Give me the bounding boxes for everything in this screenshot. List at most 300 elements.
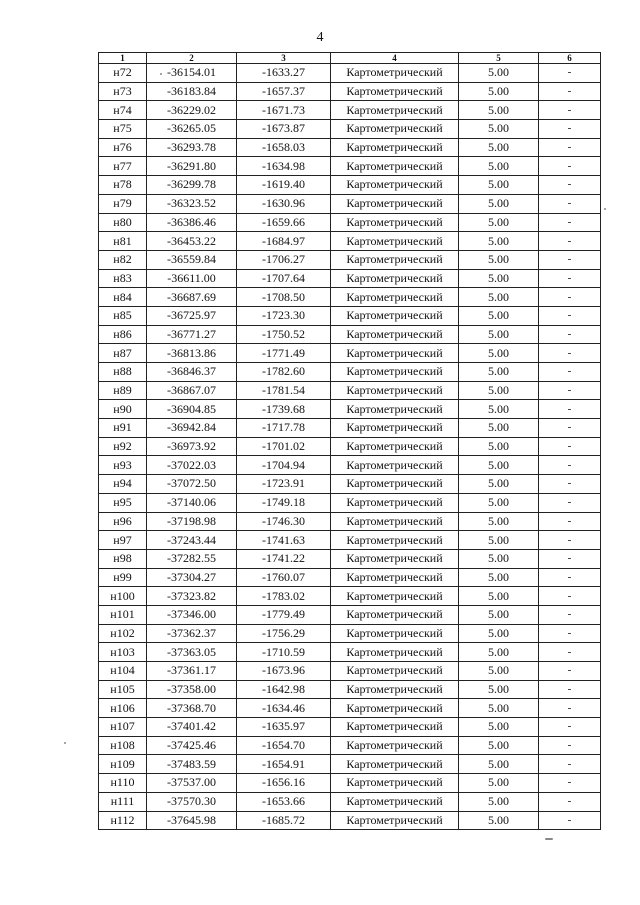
accuracy-cell: 5.00 xyxy=(459,774,539,793)
table-row xyxy=(99,250,601,269)
point-id-cell: н88 xyxy=(99,363,147,382)
x-coordinate-cell: -36846.37 xyxy=(147,363,237,382)
x-coordinate-cell: -36611.00 xyxy=(147,269,237,288)
y-coordinate-cell: -1658.03 xyxy=(237,138,331,157)
accuracy-cell: 5.00 xyxy=(459,549,539,568)
accuracy-cell: 5.00 xyxy=(459,662,539,681)
y-coordinate-cell: -1630.96 xyxy=(237,194,331,213)
y-coordinate-cell: -1783.02 xyxy=(237,587,331,606)
note-cell: - xyxy=(539,138,601,157)
scan-speck xyxy=(160,73,162,75)
note-cell: - xyxy=(539,419,601,438)
y-coordinate-cell: -1684.97 xyxy=(237,232,331,251)
method-cell: Картометрический xyxy=(331,493,459,512)
x-coordinate-cell: -37537.00 xyxy=(147,774,237,793)
table-row xyxy=(99,662,601,681)
accuracy-cell: 5.00 xyxy=(459,306,539,325)
point-id-cell: н87 xyxy=(99,344,147,363)
method-cell: Картометрический xyxy=(331,120,459,139)
x-coordinate-cell: -36725.97 xyxy=(147,306,237,325)
table-row xyxy=(99,512,601,531)
method-cell: Картометрический xyxy=(331,400,459,419)
y-coordinate-cell: -1760.07 xyxy=(237,568,331,587)
y-coordinate-cell: -1782.60 xyxy=(237,363,331,382)
y-coordinate-cell: -1671.73 xyxy=(237,101,331,120)
table-row xyxy=(99,605,601,624)
column-header: 3 xyxy=(237,53,331,64)
scan-speck xyxy=(545,838,553,840)
note-cell: - xyxy=(539,176,601,195)
x-coordinate-cell: -37282.55 xyxy=(147,549,237,568)
table-row xyxy=(99,194,601,213)
method-cell: Картометрический xyxy=(331,250,459,269)
x-coordinate-cell: -37323.82 xyxy=(147,587,237,606)
point-id-cell: н77 xyxy=(99,157,147,176)
y-coordinate-cell: -1619.40 xyxy=(237,176,331,195)
table-row xyxy=(99,101,601,120)
column-header: 1 xyxy=(99,53,147,64)
note-cell: - xyxy=(539,699,601,718)
table-row xyxy=(99,64,601,83)
point-id-cell: н89 xyxy=(99,381,147,400)
scan-speck xyxy=(604,208,606,210)
table-row xyxy=(99,587,601,606)
x-coordinate-cell: -36904.85 xyxy=(147,400,237,419)
note-cell: - xyxy=(539,493,601,512)
accuracy-cell: 5.00 xyxy=(459,811,539,830)
point-id-cell: н90 xyxy=(99,400,147,419)
point-id-cell: н73 xyxy=(99,82,147,101)
x-coordinate-cell: -37022.03 xyxy=(147,456,237,475)
x-coordinate-cell: -37362.37 xyxy=(147,624,237,643)
accuracy-cell: 5.00 xyxy=(459,437,539,456)
point-id-cell: н93 xyxy=(99,456,147,475)
x-coordinate-cell: -36867.07 xyxy=(147,381,237,400)
column-header: 6 xyxy=(539,53,601,64)
note-cell: - xyxy=(539,306,601,325)
table-row xyxy=(99,213,601,232)
point-id-cell: н74 xyxy=(99,101,147,120)
point-id-cell: н98 xyxy=(99,549,147,568)
method-cell: Картометрический xyxy=(331,269,459,288)
x-coordinate-cell: -36293.78 xyxy=(147,138,237,157)
accuracy-cell: 5.00 xyxy=(459,680,539,699)
point-id-cell: н81 xyxy=(99,232,147,251)
note-cell: - xyxy=(539,269,601,288)
note-cell: - xyxy=(539,456,601,475)
table-row xyxy=(99,624,601,643)
accuracy-cell: 5.00 xyxy=(459,493,539,512)
x-coordinate-cell: -36183.84 xyxy=(147,82,237,101)
accuracy-cell: 5.00 xyxy=(459,624,539,643)
x-coordinate-cell: -37425.46 xyxy=(147,736,237,755)
method-cell: Картометрический xyxy=(331,549,459,568)
x-coordinate-cell: -36154.01 xyxy=(147,64,237,83)
accuracy-cell: 5.00 xyxy=(459,120,539,139)
method-cell: Картометрический xyxy=(331,82,459,101)
point-id-cell: н79 xyxy=(99,194,147,213)
y-coordinate-cell: -1749.18 xyxy=(237,493,331,512)
note-cell: - xyxy=(539,475,601,494)
y-coordinate-cell: -1701.02 xyxy=(237,437,331,456)
note-cell: - xyxy=(539,82,601,101)
accuracy-cell: 5.00 xyxy=(459,718,539,737)
table-row xyxy=(99,232,601,251)
y-coordinate-cell: -1659.66 xyxy=(237,213,331,232)
method-cell: Картометрический xyxy=(331,138,459,157)
method-cell: Картометрический xyxy=(331,811,459,830)
table-row xyxy=(99,568,601,587)
table-row xyxy=(99,157,601,176)
y-coordinate-cell: -1781.54 xyxy=(237,381,331,400)
y-coordinate-cell: -1685.72 xyxy=(237,811,331,830)
point-id-cell: н83 xyxy=(99,269,147,288)
point-id-cell: н78 xyxy=(99,176,147,195)
method-cell: Картометрический xyxy=(331,437,459,456)
table-row xyxy=(99,475,601,494)
method-cell: Картометрический xyxy=(331,456,459,475)
accuracy-cell: 5.00 xyxy=(459,325,539,344)
accuracy-cell: 5.00 xyxy=(459,475,539,494)
point-id-cell: н82 xyxy=(99,250,147,269)
point-id-cell: н99 xyxy=(99,568,147,587)
point-id-cell: н106 xyxy=(99,699,147,718)
method-cell: Картометрический xyxy=(331,475,459,494)
x-coordinate-cell: -36559.84 xyxy=(147,250,237,269)
y-coordinate-cell: -1656.16 xyxy=(237,774,331,793)
x-coordinate-cell: -37483.59 xyxy=(147,755,237,774)
note-cell: - xyxy=(539,531,601,550)
accuracy-cell: 5.00 xyxy=(459,400,539,419)
point-id-cell: н84 xyxy=(99,288,147,307)
y-coordinate-cell: -1739.68 xyxy=(237,400,331,419)
y-coordinate-cell: -1741.63 xyxy=(237,531,331,550)
method-cell: Картометрический xyxy=(331,774,459,793)
method-cell: Картометрический xyxy=(331,194,459,213)
table-row xyxy=(99,437,601,456)
method-cell: Картометрический xyxy=(331,718,459,737)
accuracy-cell: 5.00 xyxy=(459,792,539,811)
note-cell: - xyxy=(539,363,601,382)
x-coordinate-cell: -37140.06 xyxy=(147,493,237,512)
note-cell: - xyxy=(539,792,601,811)
column-header: 4 xyxy=(331,53,459,64)
x-coordinate-cell: -37645.98 xyxy=(147,811,237,830)
accuracy-cell: 5.00 xyxy=(459,232,539,251)
accuracy-cell: 5.00 xyxy=(459,138,539,157)
note-cell: - xyxy=(539,662,601,681)
method-cell: Картометрический xyxy=(331,531,459,550)
y-coordinate-cell: -1756.29 xyxy=(237,624,331,643)
table-row xyxy=(99,736,601,755)
accuracy-cell: 5.00 xyxy=(459,344,539,363)
point-id-cell: н94 xyxy=(99,475,147,494)
y-coordinate-cell: -1635.97 xyxy=(237,718,331,737)
note-cell: - xyxy=(539,325,601,344)
accuracy-cell: 5.00 xyxy=(459,736,539,755)
accuracy-cell: 5.00 xyxy=(459,213,539,232)
method-cell: Картометрический xyxy=(331,643,459,662)
method-cell: Картометрический xyxy=(331,755,459,774)
method-cell: Картометрический xyxy=(331,157,459,176)
x-coordinate-cell: -36323.52 xyxy=(147,194,237,213)
table-row xyxy=(99,643,601,662)
x-coordinate-cell: -37363.05 xyxy=(147,643,237,662)
table-row xyxy=(99,400,601,419)
method-cell: Картометрический xyxy=(331,699,459,718)
method-cell: Картометрический xyxy=(331,605,459,624)
x-coordinate-cell: -37368.70 xyxy=(147,699,237,718)
note-cell: - xyxy=(539,250,601,269)
y-coordinate-cell: -1704.94 xyxy=(237,456,331,475)
point-id-cell: н92 xyxy=(99,437,147,456)
x-coordinate-cell: -36813.86 xyxy=(147,344,237,363)
x-coordinate-cell: -36265.05 xyxy=(147,120,237,139)
method-cell: Картометрический xyxy=(331,232,459,251)
point-id-cell: н80 xyxy=(99,213,147,232)
x-coordinate-cell: -36687.69 xyxy=(147,288,237,307)
accuracy-cell: 5.00 xyxy=(459,699,539,718)
table-row xyxy=(99,419,601,438)
table-row xyxy=(99,138,601,157)
note-cell: - xyxy=(539,288,601,307)
x-coordinate-cell: -36386.46 xyxy=(147,213,237,232)
table-row xyxy=(99,456,601,475)
accuracy-cell: 5.00 xyxy=(459,269,539,288)
note-cell: - xyxy=(539,400,601,419)
y-coordinate-cell: -1673.96 xyxy=(237,662,331,681)
y-coordinate-cell: -1779.49 xyxy=(237,605,331,624)
y-coordinate-cell: -1653.66 xyxy=(237,792,331,811)
accuracy-cell: 5.00 xyxy=(459,605,539,624)
method-cell: Картометрический xyxy=(331,680,459,699)
x-coordinate-cell: -37346.00 xyxy=(147,605,237,624)
method-cell: Картометрический xyxy=(331,325,459,344)
method-cell: Картометрический xyxy=(331,587,459,606)
note-cell: - xyxy=(539,549,601,568)
point-id-cell: н96 xyxy=(99,512,147,531)
method-cell: Картометрический xyxy=(331,662,459,681)
note-cell: - xyxy=(539,587,601,606)
x-coordinate-cell: -37401.42 xyxy=(147,718,237,737)
accuracy-cell: 5.00 xyxy=(459,755,539,774)
note-cell: - xyxy=(539,344,601,363)
table-row xyxy=(99,549,601,568)
accuracy-cell: 5.00 xyxy=(459,101,539,120)
point-id-cell: н97 xyxy=(99,531,147,550)
table-row xyxy=(99,344,601,363)
x-coordinate-cell: -36229.02 xyxy=(147,101,237,120)
y-coordinate-cell: -1706.27 xyxy=(237,250,331,269)
x-coordinate-cell: -37361.17 xyxy=(147,662,237,681)
x-coordinate-cell: -37358.00 xyxy=(147,680,237,699)
y-coordinate-cell: -1771.49 xyxy=(237,344,331,363)
y-coordinate-cell: -1708.50 xyxy=(237,288,331,307)
note-cell: - xyxy=(539,774,601,793)
y-coordinate-cell: -1750.52 xyxy=(237,325,331,344)
note-cell: - xyxy=(539,811,601,830)
method-cell: Картометрический xyxy=(331,344,459,363)
note-cell: - xyxy=(539,568,601,587)
point-id-cell: н91 xyxy=(99,419,147,438)
y-coordinate-cell: -1707.64 xyxy=(237,269,331,288)
table-row xyxy=(99,493,601,512)
accuracy-cell: 5.00 xyxy=(459,456,539,475)
y-coordinate-cell: -1654.91 xyxy=(237,755,331,774)
page-number: 4 xyxy=(316,30,324,45)
method-cell: Картометрический xyxy=(331,213,459,232)
note-cell: - xyxy=(539,512,601,531)
point-id-cell: н110 xyxy=(99,774,147,793)
point-id-cell: н72 xyxy=(99,64,147,83)
point-id-cell: н112 xyxy=(99,811,147,830)
y-coordinate-cell: -1654.70 xyxy=(237,736,331,755)
point-id-cell: н105 xyxy=(99,680,147,699)
x-coordinate-cell: -36771.27 xyxy=(147,325,237,344)
method-cell: Картометрический xyxy=(331,288,459,307)
note-cell: - xyxy=(539,643,601,662)
table-row xyxy=(99,269,601,288)
accuracy-cell: 5.00 xyxy=(459,64,539,83)
note-cell: - xyxy=(539,381,601,400)
column-header: 5 xyxy=(459,53,539,64)
accuracy-cell: 5.00 xyxy=(459,643,539,662)
point-id-cell: н100 xyxy=(99,587,147,606)
x-coordinate-cell: -36299.78 xyxy=(147,176,237,195)
accuracy-cell: 5.00 xyxy=(459,587,539,606)
x-coordinate-cell: -37304.27 xyxy=(147,568,237,587)
point-id-cell: н111 xyxy=(99,792,147,811)
point-id-cell: н109 xyxy=(99,755,147,774)
y-coordinate-cell: -1710.59 xyxy=(237,643,331,662)
accuracy-cell: 5.00 xyxy=(459,363,539,382)
table-row xyxy=(99,811,601,830)
method-cell: Картометрический xyxy=(331,176,459,195)
x-coordinate-cell: -37570.30 xyxy=(147,792,237,811)
accuracy-cell: 5.00 xyxy=(459,176,539,195)
y-coordinate-cell: -1634.46 xyxy=(237,699,331,718)
table-row xyxy=(99,82,601,101)
table-row xyxy=(99,531,601,550)
table-row xyxy=(99,325,601,344)
method-cell: Картометрический xyxy=(331,624,459,643)
accuracy-cell: 5.00 xyxy=(459,250,539,269)
note-cell: - xyxy=(539,194,601,213)
note-cell: - xyxy=(539,624,601,643)
column-header: 2 xyxy=(147,53,237,64)
x-coordinate-cell: -36291.80 xyxy=(147,157,237,176)
note-cell: - xyxy=(539,101,601,120)
point-id-cell: н104 xyxy=(99,662,147,681)
y-coordinate-cell: -1633.27 xyxy=(237,64,331,83)
accuracy-cell: 5.00 xyxy=(459,288,539,307)
x-coordinate-cell: -37198.98 xyxy=(147,512,237,531)
accuracy-cell: 5.00 xyxy=(459,381,539,400)
method-cell: Картометрический xyxy=(331,568,459,587)
x-coordinate-cell: -36453.22 xyxy=(147,232,237,251)
accuracy-cell: 5.00 xyxy=(459,568,539,587)
accuracy-cell: 5.00 xyxy=(459,157,539,176)
y-coordinate-cell: -1723.91 xyxy=(237,475,331,494)
point-id-cell: н76 xyxy=(99,138,147,157)
point-id-cell: н107 xyxy=(99,718,147,737)
method-cell: Картометрический xyxy=(331,512,459,531)
method-cell: Картометрический xyxy=(331,736,459,755)
table-row xyxy=(99,774,601,793)
y-coordinate-cell: -1657.37 xyxy=(237,82,331,101)
scan-speck xyxy=(64,742,66,744)
accuracy-cell: 5.00 xyxy=(459,512,539,531)
table-row xyxy=(99,306,601,325)
table-row xyxy=(99,699,601,718)
accuracy-cell: 5.00 xyxy=(459,419,539,438)
note-cell: - xyxy=(539,736,601,755)
note-cell: - xyxy=(539,718,601,737)
y-coordinate-cell: -1634.98 xyxy=(237,157,331,176)
note-cell: - xyxy=(539,680,601,699)
point-id-cell: н103 xyxy=(99,643,147,662)
table-row xyxy=(99,381,601,400)
x-coordinate-cell: -37072.50 xyxy=(147,475,237,494)
y-coordinate-cell: -1673.87 xyxy=(237,120,331,139)
table-row xyxy=(99,120,601,139)
note-cell: - xyxy=(539,437,601,456)
method-cell: Картометрический xyxy=(331,363,459,382)
note-cell: - xyxy=(539,64,601,83)
coordinates-table xyxy=(98,52,601,830)
note-cell: - xyxy=(539,120,601,139)
point-id-cell: н101 xyxy=(99,605,147,624)
table-row xyxy=(99,176,601,195)
table-row xyxy=(99,363,601,382)
x-coordinate-cell: -36973.92 xyxy=(147,437,237,456)
table-row xyxy=(99,755,601,774)
table-row xyxy=(99,718,601,737)
method-cell: Картометрический xyxy=(331,792,459,811)
point-id-cell: н95 xyxy=(99,493,147,512)
table-row xyxy=(99,680,601,699)
method-cell: Картометрический xyxy=(331,419,459,438)
accuracy-cell: 5.00 xyxy=(459,531,539,550)
point-id-cell: н75 xyxy=(99,120,147,139)
y-coordinate-cell: -1717.78 xyxy=(237,419,331,438)
accuracy-cell: 5.00 xyxy=(459,194,539,213)
y-coordinate-cell: -1746.30 xyxy=(237,512,331,531)
point-id-cell: н108 xyxy=(99,736,147,755)
method-cell: Картометрический xyxy=(331,64,459,83)
note-cell: - xyxy=(539,605,601,624)
note-cell: - xyxy=(539,232,601,251)
table-row xyxy=(99,792,601,811)
table-body xyxy=(99,64,601,830)
y-coordinate-cell: -1723.30 xyxy=(237,306,331,325)
accuracy-cell: 5.00 xyxy=(459,82,539,101)
x-coordinate-cell: -36942.84 xyxy=(147,419,237,438)
y-coordinate-cell: -1741.22 xyxy=(237,549,331,568)
note-cell: - xyxy=(539,213,601,232)
point-id-cell: н102 xyxy=(99,624,147,643)
note-cell: - xyxy=(539,755,601,774)
y-coordinate-cell: -1642.98 xyxy=(237,680,331,699)
point-id-cell: н86 xyxy=(99,325,147,344)
table-row xyxy=(99,288,601,307)
note-cell: - xyxy=(539,157,601,176)
point-id-cell: н85 xyxy=(99,306,147,325)
x-coordinate-cell: -37243.44 xyxy=(147,531,237,550)
method-cell: Картометрический xyxy=(331,381,459,400)
table-header-row xyxy=(99,53,601,64)
method-cell: Картометрический xyxy=(331,306,459,325)
